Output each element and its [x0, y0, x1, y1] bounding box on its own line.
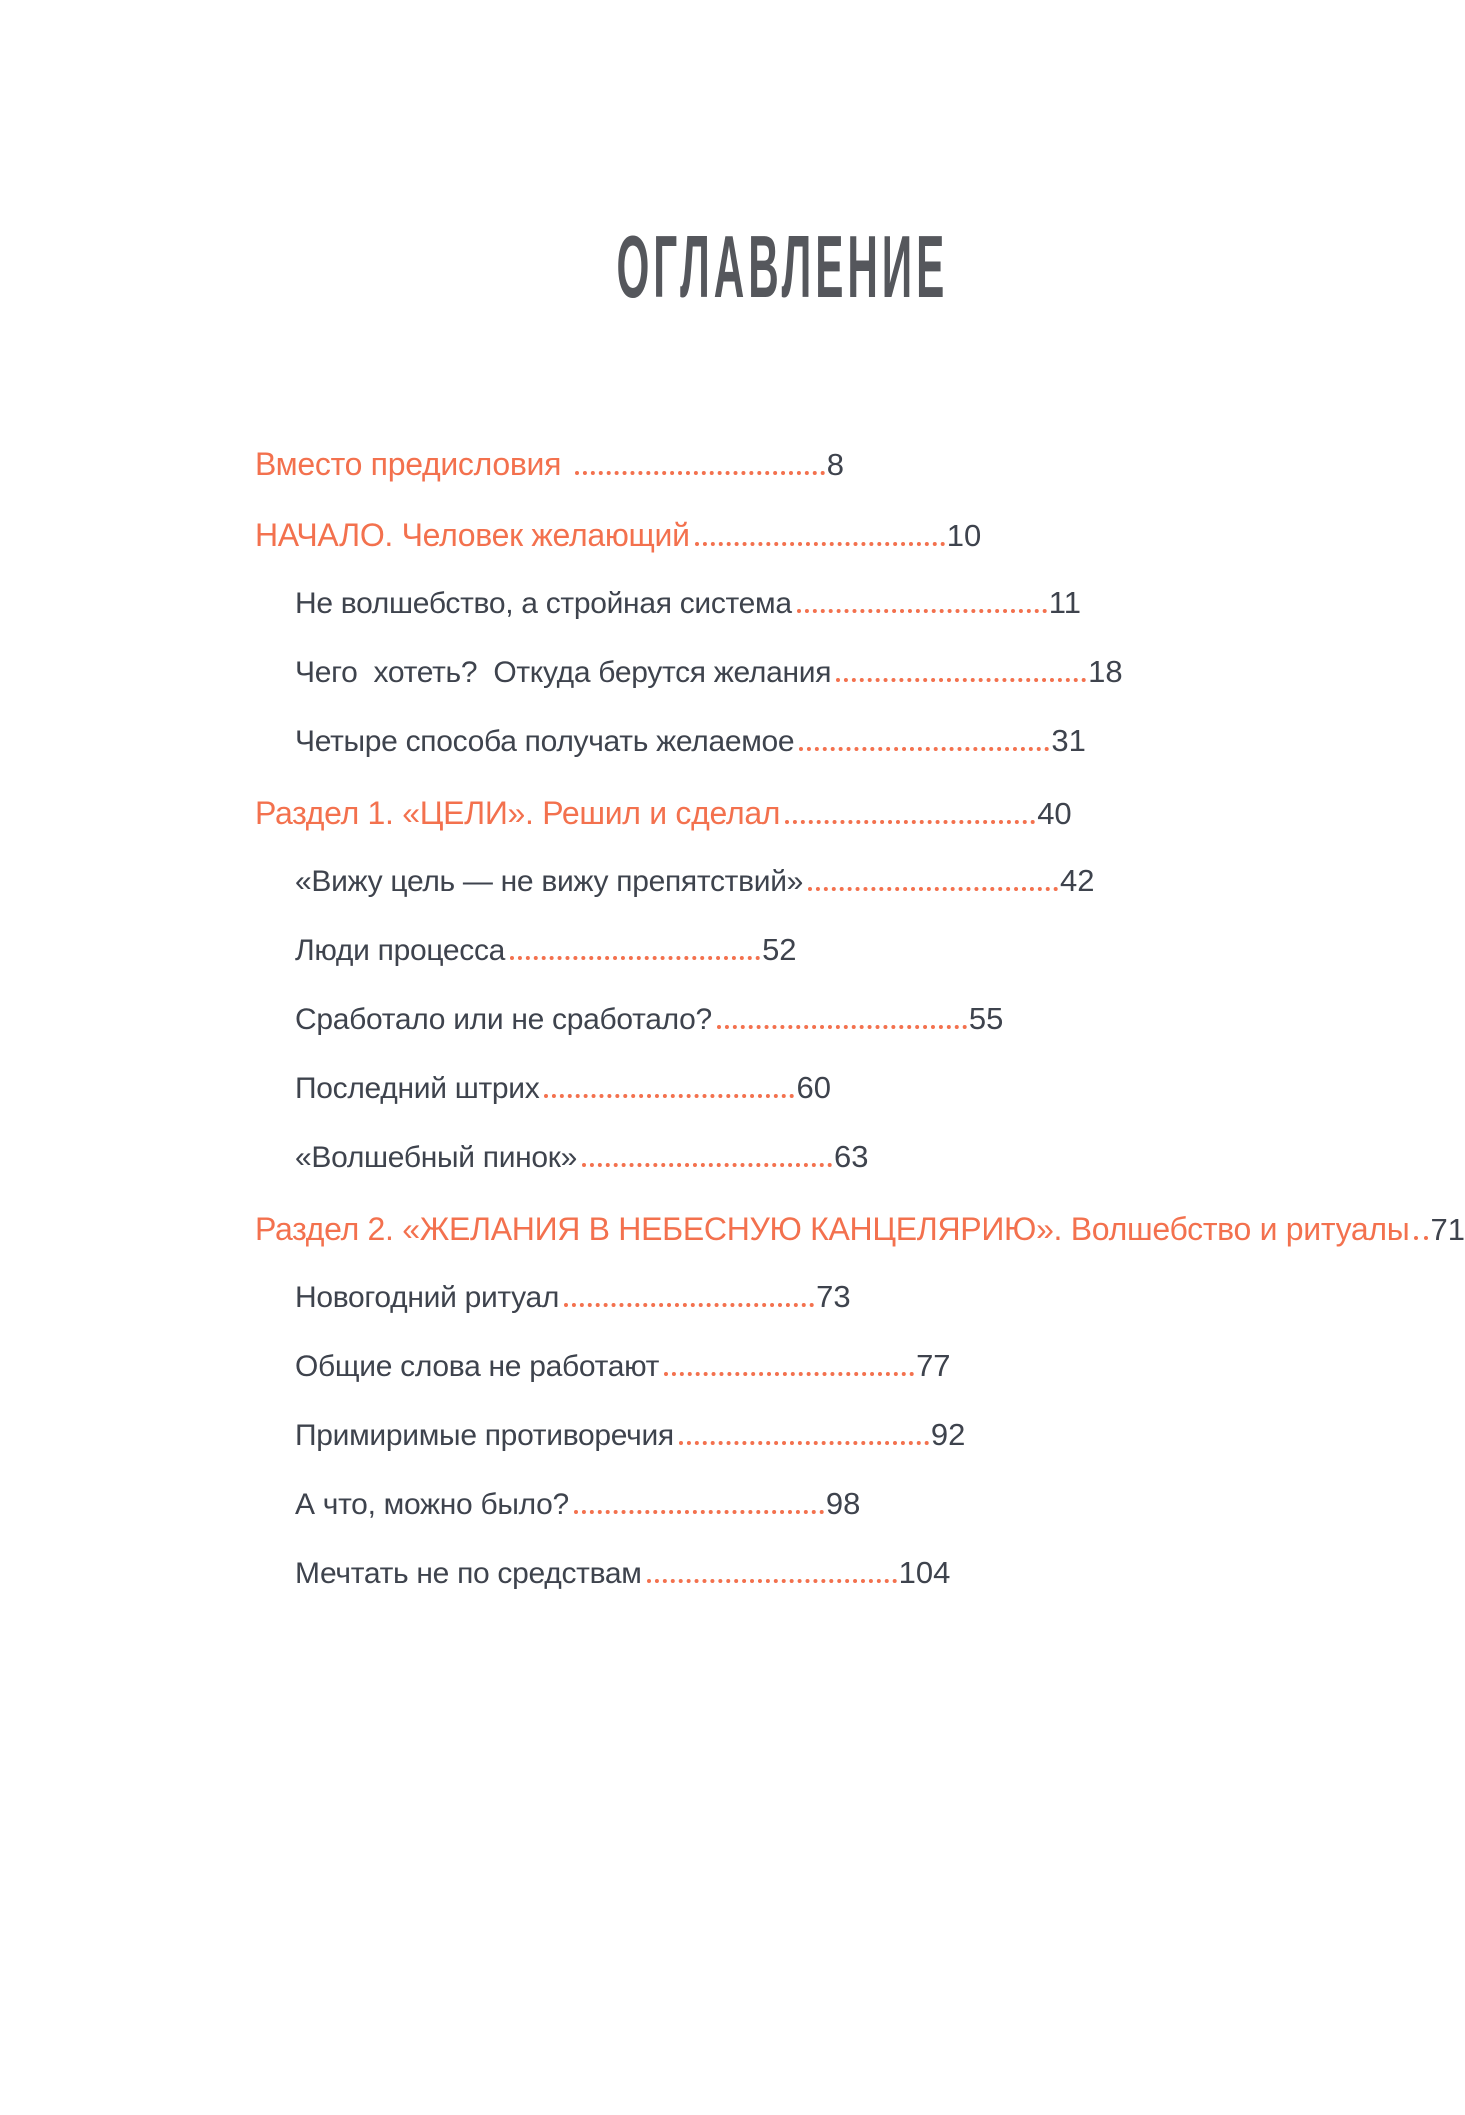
toc-page-number: 104	[898, 1555, 951, 1590]
toc-entry-label: Примиримые противоречия	[295, 1419, 674, 1452]
toc-entry-label: Чего хотеть? Откуда берутся желания	[295, 656, 832, 689]
toc-entry	[255, 1278, 1310, 1317]
toc-entry	[255, 1554, 1310, 1593]
toc-page-number: 40	[1037, 796, 1072, 831]
toc-dot-leader	[544, 1094, 794, 1098]
toc-entry	[255, 1207, 1465, 1252]
toc-entry-label: Последний штрих	[295, 1072, 540, 1105]
toc-page-number: 63	[834, 1139, 869, 1174]
toc-entry-label: «Вижу цель — не вижу препятствий»	[295, 865, 804, 898]
toc-dot-leader	[564, 1303, 814, 1307]
toc-dot-leader	[808, 887, 1058, 891]
toc-entry	[255, 931, 1310, 970]
toc-entry-label: «Волшебный пинок»	[295, 1141, 578, 1174]
toc-page-number: 10	[946, 518, 982, 553]
toc-entry-label: НАЧАЛО. Человек желающий	[255, 517, 690, 553]
toc-entry	[255, 1069, 1310, 1108]
toc-entry	[255, 584, 1310, 623]
toc-entry	[255, 1485, 1310, 1524]
toc-dot-leader	[799, 747, 1049, 751]
toc-entry-label: Сработало или не сработало?	[295, 1003, 712, 1036]
toc-dot-leader	[647, 1579, 897, 1583]
table-of-contents	[255, 442, 1465, 1593]
page-header	[255, 217, 1310, 317]
toc-entry	[255, 1138, 1310, 1177]
toc-entry-label: Не волшебство, а стройная система	[295, 587, 792, 620]
toc-page-number: 31	[1051, 723, 1086, 758]
toc-dot-leader	[574, 1510, 824, 1514]
toc-entry-label: Четыре способа получать желаемое	[295, 725, 795, 758]
toc-dot-leader	[679, 1441, 929, 1445]
toc-dot-leader	[575, 471, 825, 475]
toc-page-number: 98	[825, 1486, 861, 1521]
toc-entry	[255, 442, 1310, 487]
toc-dot-leader	[1414, 1236, 1428, 1240]
toc-entry	[255, 862, 1310, 901]
toc-entry	[255, 1347, 1310, 1386]
toc-page-number: 92	[930, 1417, 966, 1452]
toc-dot-leader	[836, 678, 1086, 682]
toc-dot-leader	[582, 1163, 832, 1167]
toc-entry-label: Общие слова не работают	[295, 1350, 660, 1383]
toc-page-number: 77	[916, 1348, 951, 1383]
toc-page-number: 11	[1048, 585, 1081, 620]
toc-entry	[255, 1000, 1310, 1039]
toc-page-number: 73	[816, 1279, 851, 1314]
toc-page-number: 42	[1060, 863, 1095, 898]
toc-entry	[255, 791, 1310, 836]
toc-entry	[255, 722, 1310, 761]
toc-page-number: 71	[1430, 1212, 1465, 1247]
toc-entry-label: Мечтать не по средствам	[295, 1557, 642, 1590]
toc-dot-leader	[785, 820, 1035, 824]
toc-dot-leader	[695, 542, 945, 546]
toc-dot-leader	[717, 1025, 967, 1029]
toc-entry	[255, 513, 1310, 558]
toc-page-number: 8	[826, 447, 845, 482]
toc-page-number: 52	[762, 932, 797, 967]
page-title: ОГЛАВЛЕНИЕ	[616, 217, 949, 317]
toc-dot-leader	[797, 609, 1047, 613]
toc-dot-leader	[664, 1372, 914, 1376]
toc-entry-label: Раздел 1. «ЦЕЛИ». Решил и сделал	[255, 795, 781, 831]
toc-entry-label: Люди процесса	[295, 934, 506, 967]
toc-entry	[255, 1416, 1310, 1455]
toc-page-number: 55	[968, 1001, 1004, 1036]
toc-page-number: 60	[796, 1070, 831, 1105]
toc-dot-leader	[510, 956, 760, 960]
book-page	[0, 217, 1465, 2115]
toc-entry-label: Вместо предисловия	[255, 446, 570, 482]
toc-entry-label: Раздел 2. «ЖЕЛАНИЯ В НЕБЕСНУЮ КАНЦЕЛЯРИЮ». Волшебство и ритуалы	[255, 1211, 1410, 1247]
toc-entry-label: Новогодний ритуал	[295, 1281, 560, 1314]
toc-entry	[255, 653, 1310, 692]
toc-entry-label: А что, можно было?	[295, 1488, 569, 1521]
toc-page-number: 18	[1088, 654, 1123, 689]
